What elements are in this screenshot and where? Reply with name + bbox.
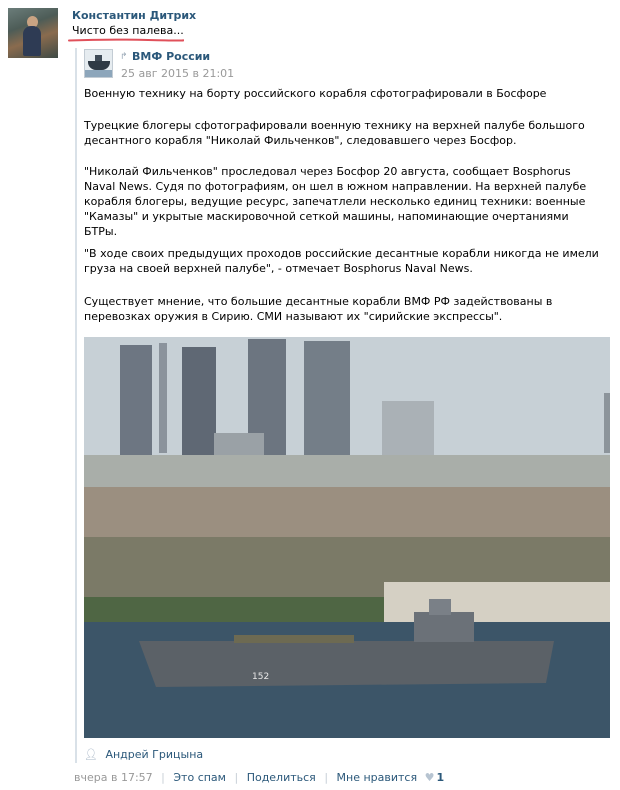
avatar-figure <box>23 26 41 56</box>
author-byline[interactable] <box>84 748 203 761</box>
source-avatar-ship <box>88 61 110 70</box>
hull-number: 152 <box>252 672 270 682</box>
footer-separator: | <box>324 771 329 784</box>
post-time-link[interactable]: вчера в 17:57 <box>74 771 153 784</box>
source-avatar[interactable] <box>84 49 113 78</box>
footer-separator: | <box>161 771 165 784</box>
repost-indent-bar <box>75 48 77 763</box>
post-text: Чисто без палева... <box>72 24 184 37</box>
article-paragraph-4: "В ходе своих предыдущих проходов российские десантные корабли никогда не имели груза на своей верхней палубе", - отмечает Bosphorus Naval News. <box>84 247 599 275</box>
repost-arrow-icon: ↱ <box>120 52 128 62</box>
article-paragraph-1: Военную технику на борту российского корабля сфотографировали в Босфоре <box>84 87 547 100</box>
repost-date-link[interactable]: 25 авг 2015 в 21:01 <box>121 67 235 80</box>
heart-icon[interactable]: ♥ <box>424 771 435 784</box>
red-underline-annotation <box>68 38 184 42</box>
author-avatar[interactable] <box>8 8 58 58</box>
author-name-link[interactable]: Константин Дитрих <box>72 9 197 22</box>
article-paragraph-3: "Николай Фильченков" проследовал через Босфор 20 августа, сообщает Bosphorus Naval News. Судя по фотографиям, он шел в южном направлении. На верхней палубе корабля блогеры, ведущие ресурс, запечатлели несколько единиц техники: военные "Камазы" и укрытые маскировочной сеткой машины, напоминающие очертаниями БТРы. <box>84 165 587 238</box>
attached-photo[interactable] <box>84 337 610 738</box>
source-name-link[interactable]: ВМФ России <box>132 50 211 63</box>
byline-name[interactable]: Андрей Грицына <box>105 748 204 761</box>
source-avatar-sea <box>85 70 113 78</box>
bosphorus-ship-photo <box>84 337 610 738</box>
article-paragraph-5: Существует мнение, что большие десантные корабли ВМФ РФ задействованы в перевозках оружия в Сирию. СМИ называют их "сирийские экспрессы". <box>84 295 553 323</box>
spam-link[interactable]: Это спам <box>173 771 226 784</box>
like-count: 1 <box>436 771 445 784</box>
footer-separator: | <box>234 771 239 784</box>
article-paragraph-2: Турецкие блогеры сфотографировали военную технику на верхней палубе большого десантного корабля "Николай Фильченков", следовавшего через Босфор. <box>84 119 585 147</box>
share-link[interactable]: Поделиться <box>246 771 316 784</box>
person-icon: 👤︎ <box>84 748 98 761</box>
like-link[interactable]: Мне нравится <box>336 771 418 784</box>
post-footer <box>74 771 444 784</box>
